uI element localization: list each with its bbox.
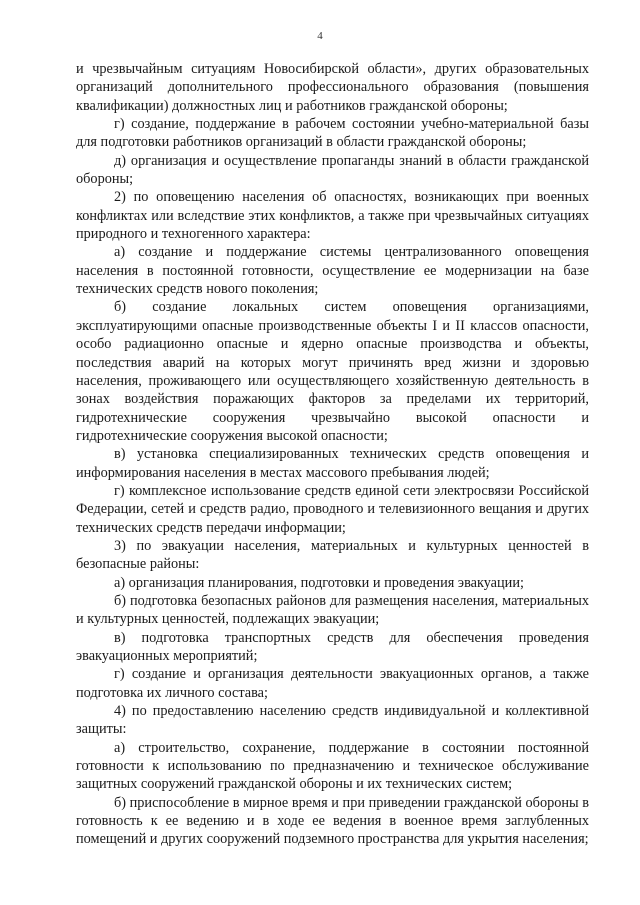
paragraph-item-b-local-warning: б) создание локальных систем оповещения организациями, эксплуатирующими опасные производственные объекты I и II классов опасности, особо радиационно опасные и ядерно опасные производства и объекты, последствия аварий на которых могут причинять вред жизни и здоровью населения, проживающего или осуществляющего хозяйственную деятельность в зонах воздействия поражающих факторов за пределами их территорий, гидротехнические сооружения чрезвычайно высокой опасности и гидротехнические сооружения высокой опасности; bbox=[76, 299, 589, 444]
paragraph-item-b-underground: б) приспособление в мирное время и при приведении гражданской обороны в готовность к ее ведению и в ходе ее ведения в военное время заглубленных помещений и других сооружений подземного пространства для укрытия населения; bbox=[76, 794, 589, 848]
paragraph-section-2-warning: 2) по оповещению населения об опасностях, возникающих при военных конфликтах или вследствие этих конфликтов, а также при чрезвычайных ситуациях природного и техногенного характера: bbox=[76, 189, 589, 243]
paragraph-item-v-transport: в) подготовка транспортных средств для обеспечения проведения эвакуационных мероприятий; bbox=[76, 629, 589, 664]
paragraph-section-3-evacuation: 3) по эвакуации населения, материальных и культурных ценностей в безопасные районы: bbox=[76, 537, 589, 573]
paragraph-item-b-safe-areas: б) подготовка безопасных районов для размещения населения, материальных и культурных ценностей, подлежащих эвакуации; bbox=[76, 592, 589, 628]
paragraph-item-d-propaganda: д) организация и осуществление пропаганды знаний в области гражданской обороны; bbox=[76, 152, 589, 188]
paragraph-section-4-protection: 4) по предоставлению населению средств индивидуальной и коллективной защиты: bbox=[76, 703, 589, 738]
paragraph-item-g-telecom: г) комплексное использование средств единой сети электросвязи Российской Федерации, сетей и средств радио, проводного и телевизионного вещания и других технических средств передачи информации; bbox=[76, 482, 589, 536]
document-body bbox=[76, 60, 589, 849]
page-number: 4 bbox=[317, 30, 323, 42]
paragraph-item-a-evac-planning: а) организация планирования, подготовки и проведения эвакуации; bbox=[114, 574, 524, 591]
paragraph-item-a-central-warning: а) создание и поддержание системы централизованного оповещения населения в постоянной готовности, осуществление ее модернизации на базе технических средств нового поколения; bbox=[76, 244, 589, 298]
paragraph-item-g-evac-bodies: г) создание и организация деятельности эвакуационных органов, а также подготовка их личного состава; bbox=[76, 666, 589, 701]
paragraph-item-a-shelters: а) строительство, сохранение, поддержание в состоянии постоянной готовности к использованию по предназначению и техническое обслуживание защитных сооружений гражданской обороны и их технических систем; bbox=[76, 739, 589, 793]
paragraph-item-g-training-base: г) создание, поддержание в рабочем состоянии учебно-материальной базы для подготовки работников организаций в области гражданской обороны; bbox=[76, 116, 589, 151]
paragraph-item-v-special-means: в) установка специализированных технических средств оповещения и информирования населения в местах массового пребывания людей; bbox=[76, 446, 589, 481]
paragraph-continuation: и чрезвычайным ситуациям Новосибирской области», других образовательных организаций дополнительного профессионального образования (повышения квалификации) должностных лиц и работников гражданской обороны; bbox=[76, 61, 589, 114]
